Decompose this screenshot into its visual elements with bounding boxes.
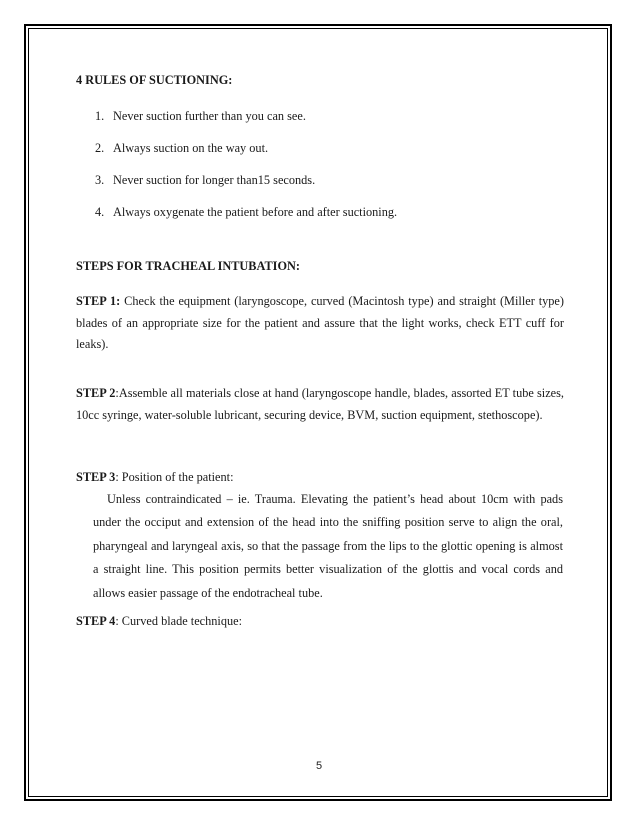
suction-rule-4: [95, 205, 397, 220]
rule-text: Always suction on the way out.: [113, 141, 269, 155]
rule-text: Never suction for longer than15 seconds.: [113, 173, 316, 187]
rule-number: 4.: [95, 205, 105, 219]
suction-rule-3: [95, 173, 315, 188]
step-3-heading-line: [76, 467, 564, 489]
step-3-text: : Position of the patient:: [115, 470, 234, 484]
step-3-label: STEP 3: [76, 470, 116, 484]
step-4-paragraph: [76, 611, 564, 633]
intubation-heading: STEPS FOR TRACHEAL INTUBATION:: [76, 259, 301, 273]
rule-number: 2.: [95, 141, 105, 155]
step-1-paragraph: [76, 291, 564, 356]
page-number: 5: [315, 760, 323, 772]
step-4-text: : Curved blade technique:: [115, 614, 242, 628]
step-3-body: Unless contraindicated – ie. Trauma. Elevating the patient’s head about 10cm with pads under the occiput and extension of the head into the sniffing position serve to align the oral, pharyngeal and laryngeal axis, so that the passage from the lips to the glottic opening is almost a straight line. This position permits better visualization of the glottis and vocal cords and allows easier passage of the endotracheal tube.: [93, 492, 563, 600]
suction-rule-2: [95, 141, 268, 156]
rule-number: 3.: [95, 173, 105, 187]
rule-text: Always oxygenate the patient before and after suctioning.: [113, 205, 398, 219]
suctioning-rules-heading: 4 RULES OF SUCTIONING:: [76, 73, 233, 87]
step-4-label: STEP 4: [76, 614, 116, 628]
step-2-label: STEP 2: [76, 386, 116, 400]
step-2-paragraph: [76, 383, 564, 426]
step-1-text: Check the equipment (laryngoscope, curved (Macintosh type) and straight (Miller type) blades of an appropriate size for the patient and assure that the light works, check ETT cuff for leaks).: [76, 294, 564, 352]
rule-number: 1.: [95, 109, 105, 123]
suction-rule-1: [95, 109, 306, 124]
step-1-label: STEP 1:: [76, 294, 121, 308]
step-2-text: :Assemble all materials close at hand (laryngoscope handle, blades, assorted ET tube sizes, 10cc syringe, water-soluble lubricant, securing device, BVM, suction equipment, stethoscope).: [76, 386, 564, 422]
rule-text: Never suction further than you can see.: [113, 109, 306, 123]
